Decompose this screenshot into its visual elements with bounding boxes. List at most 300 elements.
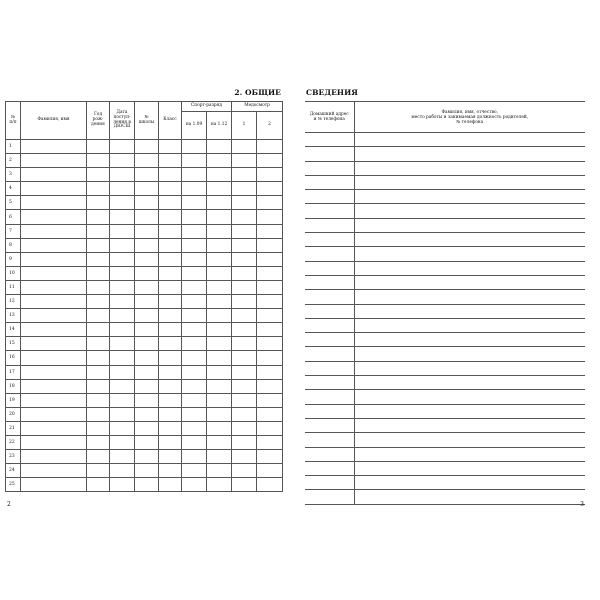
entry-cell[interactable]: [232, 140, 257, 154]
address-cell[interactable]: [305, 461, 354, 475]
entry-cell[interactable]: [135, 252, 159, 266]
table-row: [6, 182, 283, 196]
entry-cell[interactable]: [257, 450, 283, 464]
parents-cell[interactable]: [354, 361, 585, 375]
entry-cell[interactable]: [232, 309, 257, 323]
entry-cell[interactable]: [207, 295, 232, 309]
entry-cell[interactable]: [135, 351, 159, 365]
col-header-birth-year: Год рож- дения: [87, 102, 110, 140]
entry-cell[interactable]: [110, 393, 135, 407]
address-cell[interactable]: [305, 247, 354, 261]
address-cell[interactable]: [305, 418, 354, 432]
entry-cell[interactable]: [21, 365, 87, 379]
entry-cell[interactable]: [207, 323, 232, 337]
entry-cell[interactable]: [110, 224, 135, 238]
entry-cell[interactable]: [257, 351, 283, 365]
entry-cell[interactable]: [159, 478, 182, 492]
entry-cell[interactable]: [207, 140, 232, 154]
row-number-cell: 13: [6, 309, 21, 323]
address-cell[interactable]: [305, 318, 354, 332]
entry-cell[interactable]: [182, 168, 207, 182]
entry-cell[interactable]: [182, 295, 207, 309]
entry-cell[interactable]: [232, 337, 257, 351]
entry-cell[interactable]: [21, 407, 87, 421]
entry-cell[interactable]: [135, 168, 159, 182]
entry-cell[interactable]: [182, 337, 207, 351]
entry-cell[interactable]: [159, 140, 182, 154]
entry-cell[interactable]: [207, 168, 232, 182]
entry-cell[interactable]: [159, 450, 182, 464]
entry-cell[interactable]: [87, 464, 110, 478]
parents-cell[interactable]: [354, 461, 585, 475]
entry-cell[interactable]: [207, 421, 232, 435]
entry-cell[interactable]: [21, 210, 87, 224]
entry-cell[interactable]: [110, 351, 135, 365]
entry-cell[interactable]: [135, 379, 159, 393]
parents-cell[interactable]: [354, 304, 585, 318]
address-cell[interactable]: [305, 476, 354, 490]
parents-cell[interactable]: [354, 247, 585, 261]
entry-cell[interactable]: [135, 224, 159, 238]
entry-cell[interactable]: [21, 337, 87, 351]
entry-cell[interactable]: [182, 154, 207, 168]
entry-cell[interactable]: [159, 309, 182, 323]
entry-cell[interactable]: [110, 295, 135, 309]
entry-cell[interactable]: [257, 196, 283, 210]
parents-cell[interactable]: [354, 261, 585, 275]
entry-cell[interactable]: [159, 266, 182, 280]
entry-cell[interactable]: [110, 421, 135, 435]
entry-cell[interactable]: [207, 351, 232, 365]
entry-cell[interactable]: [257, 252, 283, 266]
entry-cell[interactable]: [87, 309, 110, 323]
entry-cell[interactable]: [87, 224, 110, 238]
row-number-cell: 6: [6, 210, 21, 224]
address-cell[interactable]: [305, 347, 354, 361]
parents-cell[interactable]: [354, 390, 585, 404]
address-cell[interactable]: [305, 490, 354, 504]
entry-cell[interactable]: [207, 210, 232, 224]
entry-cell[interactable]: [110, 365, 135, 379]
entry-cell[interactable]: [135, 266, 159, 280]
entry-cell[interactable]: [257, 323, 283, 337]
parents-cell[interactable]: [354, 476, 585, 490]
parents-cell[interactable]: [354, 433, 585, 447]
entry-cell[interactable]: [182, 435, 207, 449]
parents-cell[interactable]: [354, 204, 585, 218]
entry-cell[interactable]: [207, 478, 232, 492]
entry-cell[interactable]: [257, 168, 283, 182]
entry-cell[interactable]: [182, 280, 207, 294]
parents-cell[interactable]: [354, 275, 585, 289]
entry-cell[interactable]: [87, 210, 110, 224]
table-row: [6, 154, 283, 168]
entry-cell[interactable]: [182, 210, 207, 224]
entry-cell[interactable]: [135, 238, 159, 252]
entry-cell[interactable]: [207, 196, 232, 210]
entry-cell[interactable]: [21, 421, 87, 435]
table-row: [305, 133, 585, 147]
entry-cell[interactable]: [182, 140, 207, 154]
entry-cell[interactable]: [182, 238, 207, 252]
table-row: [305, 218, 585, 232]
entry-cell[interactable]: [232, 351, 257, 365]
entry-cell[interactable]: [159, 351, 182, 365]
entry-cell[interactable]: [257, 210, 283, 224]
entry-cell[interactable]: [87, 182, 110, 196]
entry-cell[interactable]: [159, 295, 182, 309]
entry-cell[interactable]: [159, 421, 182, 435]
entry-cell[interactable]: [232, 238, 257, 252]
entry-cell[interactable]: [110, 168, 135, 182]
entry-cell[interactable]: [257, 407, 283, 421]
entry-cell[interactable]: [257, 393, 283, 407]
entry-cell[interactable]: [257, 421, 283, 435]
entry-cell[interactable]: [21, 435, 87, 449]
entry-cell[interactable]: [159, 154, 182, 168]
entry-cell[interactable]: [87, 337, 110, 351]
parents-cell[interactable]: [354, 233, 585, 247]
entry-cell[interactable]: [21, 266, 87, 280]
entry-cell[interactable]: [232, 464, 257, 478]
entry-cell[interactable]: [21, 196, 87, 210]
entry-cell[interactable]: [257, 280, 283, 294]
entry-cell[interactable]: [182, 421, 207, 435]
entry-cell[interactable]: [182, 351, 207, 365]
entry-cell[interactable]: [87, 323, 110, 337]
entry-cell[interactable]: [21, 238, 87, 252]
entry-cell[interactable]: [159, 323, 182, 337]
entry-cell[interactable]: [232, 421, 257, 435]
entry-cell[interactable]: [21, 323, 87, 337]
entry-cell[interactable]: [135, 450, 159, 464]
entry-cell[interactable]: [182, 224, 207, 238]
entry-cell[interactable]: [232, 478, 257, 492]
entry-cell[interactable]: [257, 435, 283, 449]
entry-cell[interactable]: [110, 478, 135, 492]
entry-cell[interactable]: [207, 309, 232, 323]
address-cell[interactable]: [305, 190, 354, 204]
entry-cell[interactable]: [232, 323, 257, 337]
address-cell[interactable]: [305, 376, 354, 390]
table-row: [6, 266, 283, 280]
entry-cell[interactable]: [110, 280, 135, 294]
parents-cell[interactable]: [354, 404, 585, 418]
entry-cell[interactable]: [21, 182, 87, 196]
entry-cell[interactable]: [257, 154, 283, 168]
entry-cell[interactable]: [135, 435, 159, 449]
entry-cell[interactable]: [159, 182, 182, 196]
parents-cell[interactable]: [354, 290, 585, 304]
entry-cell[interactable]: [110, 210, 135, 224]
entry-cell[interactable]: [232, 224, 257, 238]
entry-cell[interactable]: [182, 407, 207, 421]
entry-cell[interactable]: [207, 238, 232, 252]
entry-cell[interactable]: [182, 323, 207, 337]
entry-cell[interactable]: [159, 379, 182, 393]
entry-cell[interactable]: [207, 435, 232, 449]
entry-cell[interactable]: [159, 168, 182, 182]
entry-cell[interactable]: [232, 210, 257, 224]
entry-cell[interactable]: [21, 252, 87, 266]
entry-cell[interactable]: [257, 365, 283, 379]
entry-cell[interactable]: [110, 252, 135, 266]
entry-cell[interactable]: [232, 407, 257, 421]
entry-cell[interactable]: [87, 140, 110, 154]
entry-cell[interactable]: [207, 280, 232, 294]
entry-cell[interactable]: [207, 464, 232, 478]
parents-cell[interactable]: [354, 447, 585, 461]
entry-cell[interactable]: [257, 337, 283, 351]
parents-cell[interactable]: [354, 347, 585, 361]
entry-cell[interactable]: [110, 323, 135, 337]
contact-info-table: [305, 101, 585, 505]
entry-cell[interactable]: [110, 238, 135, 252]
entry-cell[interactable]: [21, 224, 87, 238]
entry-cell[interactable]: [182, 365, 207, 379]
entry-cell[interactable]: [135, 421, 159, 435]
entry-cell[interactable]: [232, 365, 257, 379]
entry-cell[interactable]: [87, 393, 110, 407]
right-page: [300, 0, 600, 600]
address-cell[interactable]: [305, 275, 354, 289]
entry-cell[interactable]: [182, 266, 207, 280]
entry-cell[interactable]: [257, 478, 283, 492]
entry-cell[interactable]: [87, 421, 110, 435]
entry-cell[interactable]: [159, 224, 182, 238]
entry-cell[interactable]: [182, 393, 207, 407]
entry-cell[interactable]: [232, 379, 257, 393]
entry-cell[interactable]: [207, 252, 232, 266]
entry-cell[interactable]: [257, 309, 283, 323]
entry-cell[interactable]: [257, 238, 283, 252]
parents-cell[interactable]: [354, 133, 585, 147]
entry-cell[interactable]: [257, 266, 283, 280]
entry-cell[interactable]: [207, 450, 232, 464]
entry-cell[interactable]: [21, 154, 87, 168]
entry-cell[interactable]: [135, 393, 159, 407]
entry-cell[interactable]: [207, 182, 232, 196]
parents-cell[interactable]: [354, 376, 585, 390]
address-cell[interactable]: [305, 133, 354, 147]
parents-cell[interactable]: [354, 490, 585, 504]
entry-cell[interactable]: [207, 407, 232, 421]
parents-cell[interactable]: [354, 190, 585, 204]
entry-cell[interactable]: [257, 182, 283, 196]
entry-cell[interactable]: [110, 435, 135, 449]
table-row: [305, 361, 585, 375]
entry-cell[interactable]: [135, 182, 159, 196]
entry-cell[interactable]: [87, 154, 110, 168]
entry-cell[interactable]: [135, 365, 159, 379]
address-cell[interactable]: [305, 361, 354, 375]
address-cell[interactable]: [305, 147, 354, 161]
entry-cell[interactable]: [257, 379, 283, 393]
entry-cell[interactable]: [110, 154, 135, 168]
entry-cell[interactable]: [135, 295, 159, 309]
entry-cell[interactable]: [110, 182, 135, 196]
parents-cell[interactable]: [354, 218, 585, 232]
entry-cell[interactable]: [110, 196, 135, 210]
entry-cell[interactable]: [135, 323, 159, 337]
entry-cell[interactable]: [232, 154, 257, 168]
address-cell[interactable]: [305, 433, 354, 447]
entry-cell[interactable]: [87, 280, 110, 294]
row-number-cell: 21: [6, 421, 21, 435]
entry-cell[interactable]: [159, 252, 182, 266]
entry-cell[interactable]: [21, 450, 87, 464]
entry-cell[interactable]: [207, 365, 232, 379]
entry-cell[interactable]: [21, 478, 87, 492]
entry-cell[interactable]: [182, 379, 207, 393]
parents-cell[interactable]: [354, 147, 585, 161]
entry-cell[interactable]: [257, 464, 283, 478]
page-number-right: 3: [580, 501, 584, 508]
entry-cell[interactable]: [232, 196, 257, 210]
col-header-entry-date: Дата поступ- ления в ДЮСШ: [110, 102, 135, 140]
entry-cell[interactable]: [207, 154, 232, 168]
entry-cell[interactable]: [135, 337, 159, 351]
entry-cell[interactable]: [257, 140, 283, 154]
entry-cell[interactable]: [87, 196, 110, 210]
entry-cell[interactable]: [87, 407, 110, 421]
entry-cell[interactable]: [21, 309, 87, 323]
entry-cell[interactable]: [207, 337, 232, 351]
entry-cell[interactable]: [182, 450, 207, 464]
entry-cell[interactable]: [110, 450, 135, 464]
entry-cell[interactable]: [135, 407, 159, 421]
parents-cell[interactable]: [354, 418, 585, 432]
entry-cell[interactable]: [182, 464, 207, 478]
entry-cell[interactable]: [232, 168, 257, 182]
entry-cell[interactable]: [21, 168, 87, 182]
entry-cell[interactable]: [135, 464, 159, 478]
entry-cell[interactable]: [182, 309, 207, 323]
entry-cell[interactable]: [207, 379, 232, 393]
entry-cell[interactable]: [21, 280, 87, 294]
entry-cell[interactable]: [159, 407, 182, 421]
address-cell[interactable]: [305, 161, 354, 175]
address-cell[interactable]: [305, 204, 354, 218]
entry-cell[interactable]: [159, 393, 182, 407]
entry-cell[interactable]: [159, 196, 182, 210]
address-cell[interactable]: [305, 261, 354, 275]
entry-cell[interactable]: [87, 478, 110, 492]
entry-cell[interactable]: [182, 182, 207, 196]
entry-cell[interactable]: [159, 337, 182, 351]
entry-cell[interactable]: [110, 337, 135, 351]
entry-cell[interactable]: [207, 224, 232, 238]
address-cell[interactable]: [305, 304, 354, 318]
entry-cell[interactable]: [135, 280, 159, 294]
entry-cell[interactable]: [87, 351, 110, 365]
col-header-medical-2: 2: [257, 112, 283, 140]
entry-cell[interactable]: [21, 351, 87, 365]
entry-cell[interactable]: [21, 393, 87, 407]
entry-cell[interactable]: [21, 295, 87, 309]
entry-cell[interactable]: [159, 365, 182, 379]
entry-cell[interactable]: [257, 295, 283, 309]
row-number-cell: 24: [6, 464, 21, 478]
address-cell[interactable]: [305, 175, 354, 189]
entry-cell[interactable]: [232, 435, 257, 449]
address-cell[interactable]: [305, 390, 354, 404]
entry-cell[interactable]: [232, 280, 257, 294]
entry-cell[interactable]: [135, 210, 159, 224]
entry-cell[interactable]: [159, 210, 182, 224]
entry-cell[interactable]: [135, 140, 159, 154]
entry-cell[interactable]: [159, 280, 182, 294]
entry-cell[interactable]: [87, 252, 110, 266]
table-row: [6, 323, 283, 337]
entry-cell[interactable]: [182, 196, 207, 210]
address-cell[interactable]: [305, 404, 354, 418]
entry-cell[interactable]: [159, 435, 182, 449]
entry-cell[interactable]: [232, 182, 257, 196]
entry-cell[interactable]: [232, 295, 257, 309]
entry-cell[interactable]: [87, 435, 110, 449]
entry-cell[interactable]: [135, 478, 159, 492]
entry-cell[interactable]: [232, 266, 257, 280]
parents-cell[interactable]: [354, 333, 585, 347]
address-cell[interactable]: [305, 290, 354, 304]
entry-cell[interactable]: [159, 238, 182, 252]
address-cell[interactable]: [305, 333, 354, 347]
entry-cell[interactable]: [21, 140, 87, 154]
parents-cell[interactable]: [354, 318, 585, 332]
entry-cell[interactable]: [232, 252, 257, 266]
entry-cell[interactable]: [135, 154, 159, 168]
entry-cell[interactable]: [110, 266, 135, 280]
entry-cell[interactable]: [87, 379, 110, 393]
entry-cell[interactable]: [21, 464, 87, 478]
address-cell[interactable]: [305, 218, 354, 232]
entry-cell[interactable]: [87, 238, 110, 252]
table-row: [305, 175, 585, 189]
parents-cell[interactable]: [354, 161, 585, 175]
entry-cell[interactable]: [257, 224, 283, 238]
entry-cell[interactable]: [232, 393, 257, 407]
table-row: [6, 393, 283, 407]
entry-cell[interactable]: [135, 196, 159, 210]
entry-cell[interactable]: [182, 478, 207, 492]
entry-cell[interactable]: [135, 309, 159, 323]
entry-cell[interactable]: [110, 140, 135, 154]
entry-cell[interactable]: [182, 252, 207, 266]
entry-cell[interactable]: [207, 266, 232, 280]
entry-cell[interactable]: [87, 266, 110, 280]
entry-cell[interactable]: [87, 168, 110, 182]
entry-cell[interactable]: [87, 450, 110, 464]
entry-cell[interactable]: [159, 464, 182, 478]
entry-cell[interactable]: [232, 450, 257, 464]
address-cell[interactable]: [305, 233, 354, 247]
entry-cell[interactable]: [87, 295, 110, 309]
parents-cell[interactable]: [354, 175, 585, 189]
entry-cell[interactable]: [110, 407, 135, 421]
table-row: [305, 161, 585, 175]
entry-cell[interactable]: [110, 379, 135, 393]
entry-cell[interactable]: [207, 393, 232, 407]
entry-cell[interactable]: [110, 464, 135, 478]
address-cell[interactable]: [305, 447, 354, 461]
table-row: [305, 347, 585, 361]
entry-cell[interactable]: [110, 309, 135, 323]
row-number-cell: 10: [6, 266, 21, 280]
table-row: [6, 295, 283, 309]
entry-cell[interactable]: [21, 379, 87, 393]
entry-cell[interactable]: [87, 365, 110, 379]
